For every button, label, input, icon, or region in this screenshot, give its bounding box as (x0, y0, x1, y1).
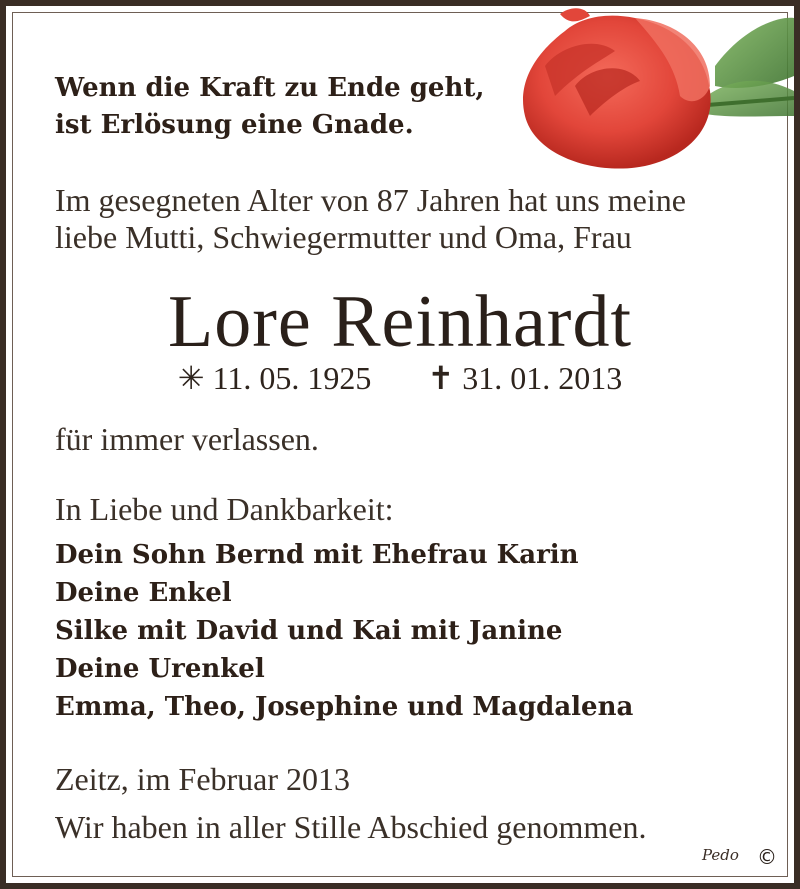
motto-line-2: ist Erlösung eine Gnade. (55, 110, 414, 140)
life-dates (0, 360, 800, 396)
gratitude-text: In Liebe und Dankbarkeit: (55, 491, 394, 527)
death-cross-icon: ✝ (427, 360, 455, 396)
intro-line-2: liebe Mutti, Schwiegermutter und Oma, Frau (55, 219, 632, 255)
farewell-text: Wir haben in aller Stille Abschied genommen. (55, 809, 647, 845)
death-date: 31. 01. 2013 (462, 360, 623, 396)
family-line: Deine Urenkel (55, 654, 265, 684)
birth-star-icon: ✳ (177, 360, 205, 396)
intro-text (55, 182, 686, 256)
motto (55, 70, 484, 144)
place-date: Zeitz, im Februar 2013 (55, 761, 351, 797)
family-line: Dein Sohn Bernd mit Ehefrau Karin (55, 540, 579, 570)
family-list (55, 536, 633, 726)
rose-icon (505, 6, 794, 176)
forever-text: für immer verlassen. (55, 421, 319, 457)
family-line: Deine Enkel (55, 578, 232, 608)
birth-date: 11. 05. 1925 (212, 360, 372, 396)
deceased-name: Lore Reinhardt (168, 281, 632, 363)
motto-line-1: Wenn die Kraft zu Ende geht, (55, 73, 485, 103)
designer-signature: Pedo (702, 846, 739, 864)
family-line: Emma, Theo, Josephine und Magdalena (55, 692, 634, 722)
intro-line-1: Im gesegneten Alter von 87 Jahren hat uns meine (55, 182, 686, 218)
copyright-icon: © (757, 845, 777, 869)
family-line: Silke mit David und Kai mit Janine (55, 616, 563, 646)
